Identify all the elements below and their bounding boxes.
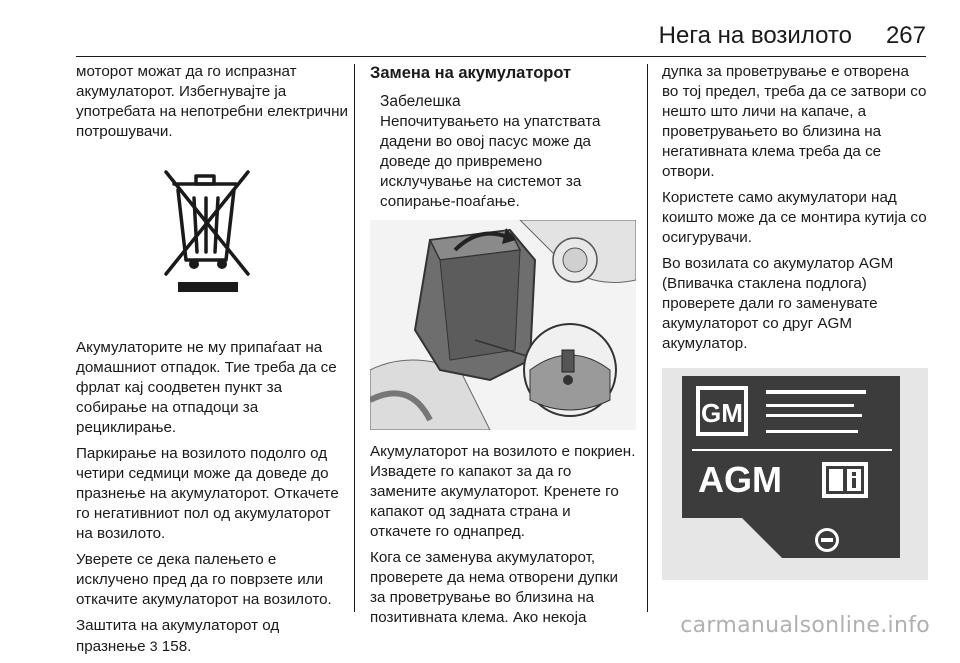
column-2 [370,62,636,634]
paragraph: Во возилата со акумулатор AGM (Впивачка стаклена подлога) проверете дали го заменувате акумулаторот со друг AGM акумулатор. [662,255,894,352]
ref-arrow-icon: 3 [149,638,158,654]
paragraph: Користете само акумулатори над коишто може да се монтира кутија со осигурувачи. [662,189,927,246]
paragraph: Уверете се дека палењето е исклучено пред да го поврзете или откачите акумулаторот на возилото. [76,551,332,608]
section-heading: Замена на акумулаторот [370,64,572,82]
column-3 [662,62,928,580]
battery-cover-illustration [370,220,636,430]
page-reference[interactable]: 158. [161,638,192,655]
paragraph [76,616,348,657]
note-title: Забелешка [380,93,461,110]
paragraph-text: Заштита на акумулаторот од празнење [76,617,280,655]
note-block [370,92,636,212]
paragraph: Акумулаторите не му припаѓаат на домашниот отпадок. Тие треба да се фрлат кај соодветен пункт за собирање на отпадоци за рециклирање. [76,339,337,436]
gm-logo: GM [701,398,743,428]
header-title: Нега на возилото [658,22,852,49]
paragraph: Акумулаторот на возилото е покриен. Извадете го капакот за да го замените акумулаторот. Кренете го капакот од задната страна и откачете го однапред. [370,443,636,540]
agm-battery-label-illustration [662,368,928,580]
agm-label-text: AGM [698,459,782,500]
page-header [0,0,960,58]
column-divider-1 [354,64,355,612]
paragraph: дупка за проветрување е отворена во тој предел, треба да се затвори со нешто што личи на капаче, а проветрувањето во близина на негативната клема треба да се отвори. [662,63,927,180]
page-number: 267 [885,22,926,49]
note-text: Непочитувањето на упатствата дадени во овој пасус може да доведе до привремено исклучување на системот за сопирање-поаѓање. [380,113,601,210]
paragraph: Кога се заменува акумулаторот, проверете да нема отворени дупки за проветрување во близина на позитивната клема. Ако некоја [370,549,618,626]
column-divider-2 [647,64,648,612]
paragraph: Паркирање на возилото подолго од четири седмици може да доведе до празнење на акумулаторот. Откачете го негативниот пол од акумулаторот на возилото. [76,445,339,542]
recycle-bin-crossed-icon [76,148,348,338]
header-rule [76,56,926,57]
paragraph: моторот можат да го испразнат акумулаторот. Избегнувајте ја употребата на непотребни електрични потрошувачи. [76,63,348,140]
column-1 [76,62,348,663]
watermark: carmanualsonline.info [680,613,930,638]
